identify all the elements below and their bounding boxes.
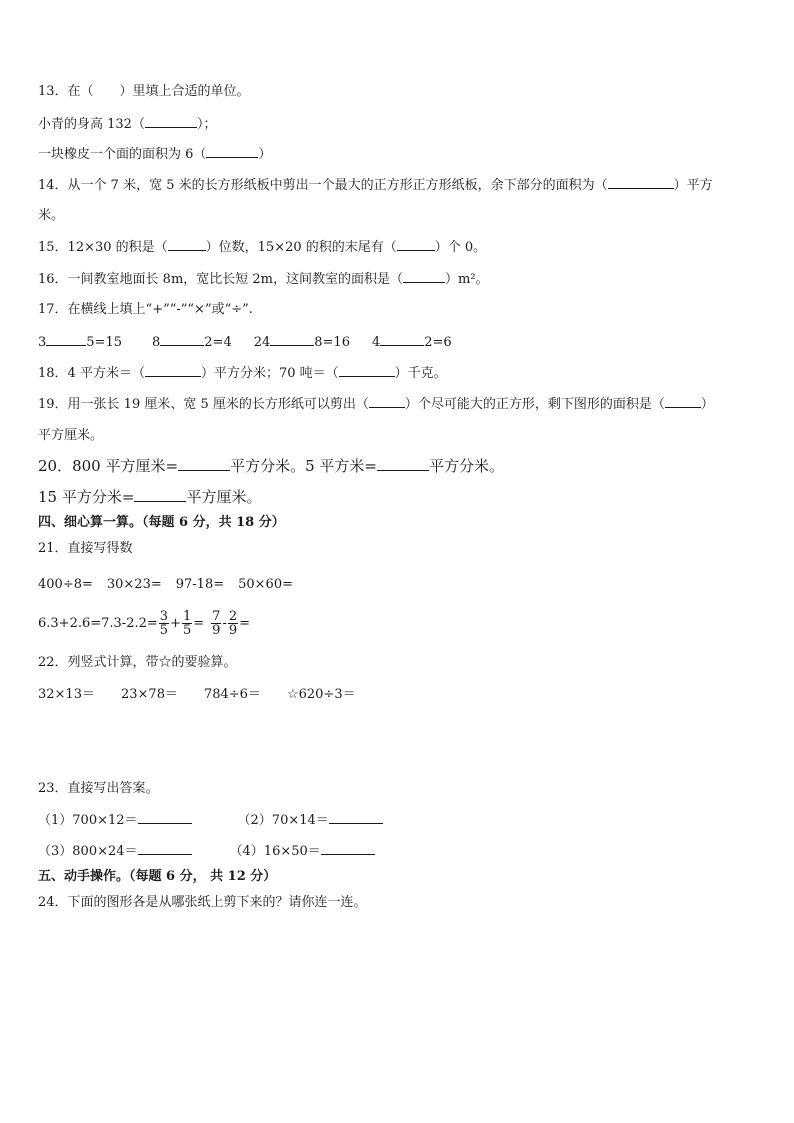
denominator: 9 (212, 623, 221, 638)
q18 (38, 364, 447, 383)
answer-blank[interactable] (138, 842, 192, 855)
q19-part1: 19．用一张长 19 厘米、宽 5 厘米的长方形纸可以剪出（ (38, 397, 369, 412)
section-4-heading: 四、细心算一算。（每题 6 分，共 18 分） (38, 515, 285, 530)
answer-blank[interactable] (377, 458, 429, 471)
q21-row1 (38, 576, 293, 594)
answer-blank[interactable] (608, 176, 674, 189)
numerator: 2 (228, 609, 238, 624)
q13-item-a (38, 115, 216, 134)
fraction (182, 610, 192, 637)
q18-part1: 18．4 平方米＝（ (38, 366, 145, 381)
section-5-heading: 五、动手操作。（每题 6 分， 共 12 分） (38, 869, 277, 884)
q23-expr: （1）700×12＝ (38, 813, 138, 828)
q17-result: 2=6 (424, 335, 452, 350)
q14-prefix: 14．从一个 7 米，宽 5 米的长方形纸板中剪出一个最大的正方形正方形纸板，余下部分的面积为（ (38, 178, 608, 193)
q15-part3: ）个 0。 (434, 240, 487, 255)
answer-blank[interactable] (397, 238, 435, 251)
answer-blank[interactable] (168, 238, 206, 251)
answer-blank[interactable] (206, 145, 258, 158)
numerator: 3 (159, 609, 169, 624)
q19-line1 (38, 395, 714, 414)
q17-item (254, 335, 350, 350)
q20-line2-part2: 平方厘米。 (186, 488, 262, 506)
q21-expr: 50×60= (238, 577, 293, 592)
q13-item-b (38, 145, 271, 164)
q23-title: 23．直接写出答案。 (38, 781, 159, 796)
q16-prefix: 16．一间教室地面长 8m，宽比长短 2m，这间教室的面积是（ (38, 272, 404, 287)
q24-title: 24．下面的图形各是从哪张纸上剪下来的？请你连一连。 (38, 895, 367, 910)
q22-expr: 32×13＝ (38, 687, 95, 702)
fraction (211, 610, 221, 637)
q20-line2-part1: 15 平方分米= (38, 488, 135, 506)
q14-line2: 米。 (38, 208, 65, 223)
q21-title: 21．直接写得数 (38, 541, 133, 556)
answer-blank[interactable] (665, 395, 701, 408)
q16-suffix: ）m²。 (445, 272, 489, 287)
q23-row1 (38, 811, 383, 830)
q17-item (38, 335, 122, 350)
q17-operand: 24 (253, 335, 271, 350)
q13-b-suffix: ） (258, 147, 272, 162)
q17-result: 8=16 (314, 335, 350, 350)
q17-operand: 3 (38, 335, 47, 350)
q13-b-prefix: 一块橡皮一个面的面积为 6（ (38, 147, 207, 162)
answer-blank[interactable] (138, 811, 192, 824)
denominator: 9 (228, 623, 238, 638)
q23-expr: （2）70×14＝ (237, 813, 329, 828)
q20-line1 (38, 457, 504, 475)
q19-line2: 平方厘米。 (38, 428, 104, 443)
operator-blank[interactable] (46, 333, 86, 346)
answer-blank[interactable] (145, 115, 197, 128)
q21-expr: 97-18= (175, 577, 225, 592)
q13-a-suffix: ）； (196, 117, 217, 132)
q17-operand: 8 (152, 335, 161, 350)
q16 (38, 270, 489, 289)
q15-part2: ）位数，15×20 的积的末尾有（ (205, 240, 397, 255)
q17-title: 17．在横线上填上“+”“-”“×”或“÷”. (38, 302, 253, 317)
q13-a-prefix: 小青的身高 132（ (38, 117, 145, 132)
plus-sign: + (170, 616, 181, 631)
q22-expr: 23×78＝ (120, 687, 178, 702)
operator-blank[interactable] (270, 333, 314, 346)
q21-expr: 400÷8= (38, 577, 93, 592)
q20-part3: 平方分米。 (428, 457, 504, 475)
q17-item (372, 335, 452, 350)
answer-blank[interactable] (403, 270, 445, 283)
q13-title: 13．在（ ）里填上合适的单位。 (38, 84, 250, 99)
q20-part1: 20．800 平方厘米= (38, 457, 179, 475)
q18-part2: ）平方分米；70 吨＝（ (200, 366, 339, 381)
q14-line1 (38, 176, 713, 195)
q20-part2: 平方分米。5 平方米= (230, 457, 377, 475)
minus-sign: - (222, 616, 227, 631)
q18-part3: ）千克。 (394, 366, 447, 381)
fraction (228, 610, 238, 637)
q17-operand: 4 (371, 335, 381, 350)
denominator: 5 (159, 623, 169, 638)
equals-sign: = (193, 616, 205, 631)
q23-expr: （3）800×24＝ (38, 844, 138, 859)
q22-items (38, 686, 356, 704)
q15 (38, 238, 486, 257)
numerator: 1 (182, 609, 192, 624)
q17-result: 2=4 (204, 335, 232, 350)
q20-line2 (38, 488, 261, 506)
q17-item (152, 335, 232, 350)
equals-sign: = (239, 616, 251, 631)
q21-expr: 6.3+2.6=7.3-2.2= (38, 616, 158, 631)
numerator: 7 (212, 609, 221, 624)
q23-row2 (38, 842, 375, 861)
answer-blank[interactable] (145, 364, 201, 377)
q21-expr: 30×23= (106, 577, 162, 592)
operator-blank[interactable] (160, 333, 204, 346)
q17-result: 5=15 (86, 335, 122, 350)
q22-expr: 784÷6＝ (203, 687, 261, 702)
q23-expr: （4）16×50＝ (229, 844, 321, 859)
answer-blank[interactable] (369, 395, 405, 408)
answer-blank[interactable] (134, 489, 186, 502)
q14-suffix: ）平方 (673, 178, 713, 193)
q15-part1: 15．12×30 的积是（ (38, 240, 168, 255)
answer-blank[interactable] (321, 842, 375, 855)
q17-items (38, 333, 452, 352)
denominator: 5 (182, 623, 192, 638)
q22-expr: ☆620÷3＝ (286, 687, 356, 702)
operator-blank[interactable] (380, 333, 424, 346)
answer-blank[interactable] (339, 364, 395, 377)
q19-part3: ） (700, 397, 714, 412)
answer-blank[interactable] (329, 811, 383, 824)
fraction (159, 610, 169, 637)
q19-part2: ）个尽可能大的正方形，剩下图形的面积是（ (404, 397, 665, 412)
q21-row2 (38, 609, 250, 639)
answer-blank[interactable] (178, 458, 230, 471)
q22-title: 22．列竖式计算，带☆的要验算。 (38, 655, 237, 670)
